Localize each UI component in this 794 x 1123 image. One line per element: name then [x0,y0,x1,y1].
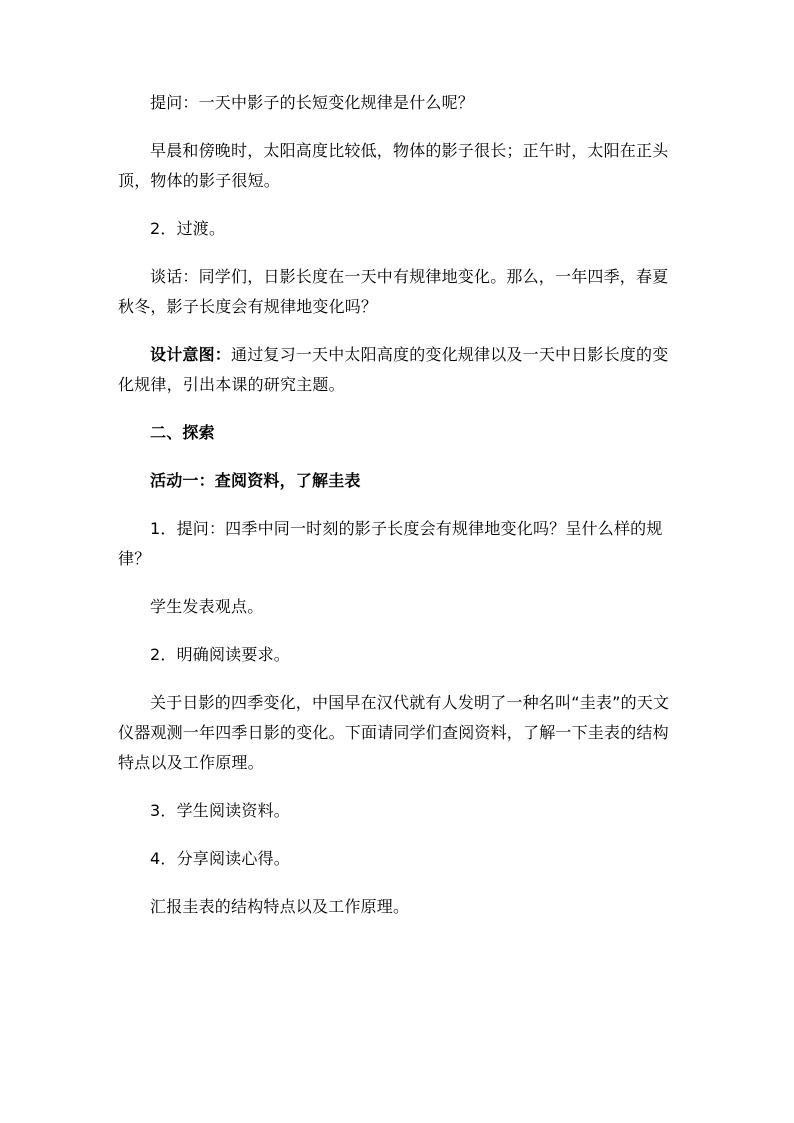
paragraph-morning-evening: 早晨和傍晚时，太阳高度比较低，物体的影子很长；正午时，太阳在正头顶，物体的影子很短。 [118,141,669,190]
design-intent-text: 通过复习一天中太阳高度的变化规律以及一天中日影长度的变化规律，引出本课的研究主题。 [118,345,669,394]
paragraph-students-views: 学生发表观点。 [150,597,264,616]
section-heading-explore: 二、探索 [150,423,215,442]
paragraph-design-intent [118,340,678,400]
paragraph-question-seasons: 1．提问：四季中同一时刻的影子长度会有规律地变化吗？呈什么样的规律？ [118,519,663,568]
design-intent-label: 设计意图： [150,345,232,364]
paragraph-students-read: 3．学生阅读资料。 [150,801,290,820]
paragraph-report: 汇报圭表的结构特点以及工作原理。 [150,897,410,916]
paragraph-talk: 谈话：同学们，日影长度在一天中有规律地变化。那么，一年四季，春夏秋冬，影子长度会有规律地变化吗？ [118,267,669,316]
paragraph-share: 4．分享阅读心得。 [150,849,290,868]
paragraph-guibiao-intro: 关于日影的四季变化，中国早在汉代就有人发明了一种名叫“圭表”的天文仪器观测一年四季日影的变化。下面请同学们查阅资料，了解一下圭表的结构特点以及工作原理。 [118,693,670,772]
paragraph-transition: 2．过渡。 [150,219,226,238]
paragraph-reading-requirements: 2．明确阅读要求。 [150,645,290,664]
document-body [118,88,678,922]
paragraph-question-shadow: 提问：一天中影子的长短变化规律是什么呢？ [150,93,475,112]
activity-one-heading: 活动一：查阅资料，了解圭表 [150,471,361,490]
